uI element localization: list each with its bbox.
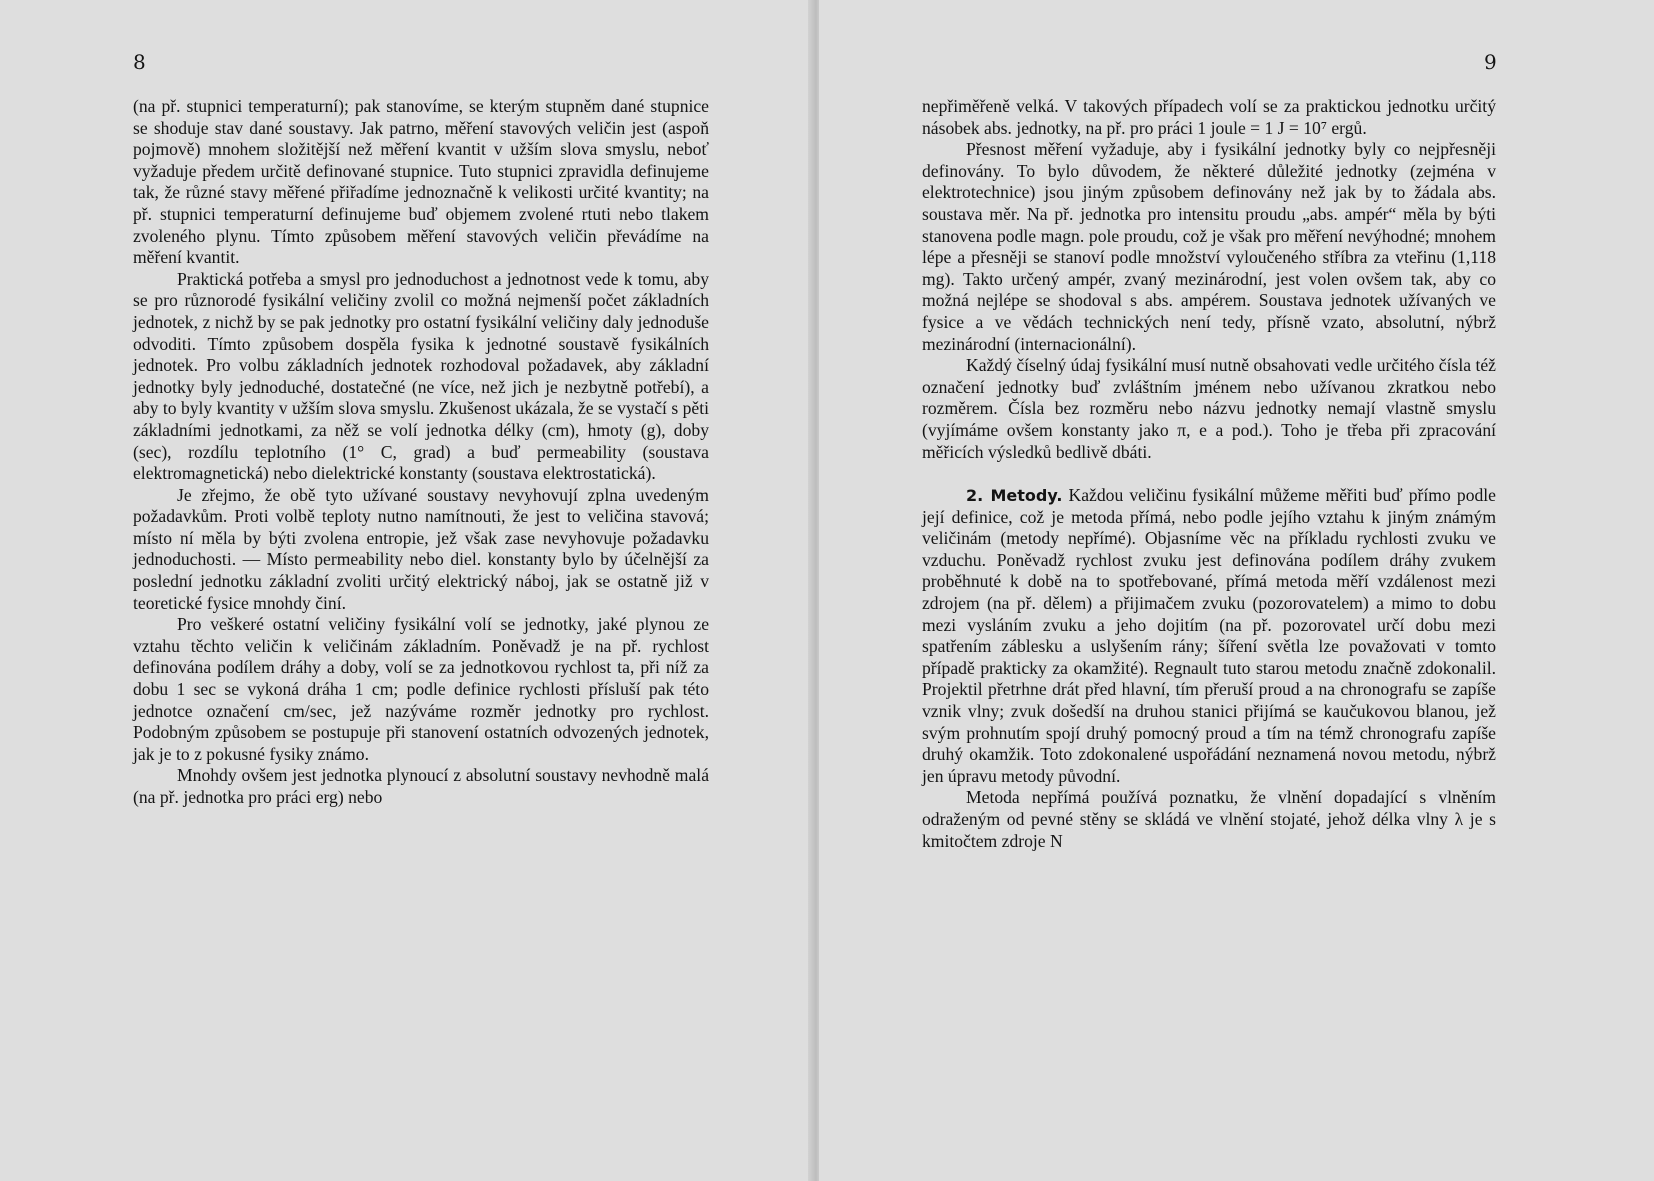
left-text-column — [133, 96, 709, 809]
right-page — [819, 0, 1654, 1181]
section-heading: 2. Metody. — [966, 486, 1063, 506]
page-number-left: 8 — [133, 50, 146, 74]
section-spacer — [922, 463, 1496, 485]
paragraph: Přesnost měření vyžaduje, aby i fysikální jednotky byly co nejpřesněji definovány. To bylo důvodem, že některé důležité jednotky (zejména v elektrotechnice) jsou jiným způsobem definovány než jak by to žádala abs. soustava měr. Na př. jednotka pro intensitu proudu „abs. ampér“ měla by býti stanovena podle magn. pole proudu, což je však pro měření nevýhodné; mnohem lépe a přesněji se stanoví podle množství vyloučeného stříbra za vteřinu (1,118 mg). Takto určený ampér, zvaný mezinárodní, jest volen ovšem tak, aby co možná nejlépe se shodoval s abs. ampérem. Soustava jednotek užívaných ve fysice a ve vědách technických není tedy, přísně vzato, absolutní, nýbrž mezinárodní (internacionální). — [922, 139, 1496, 354]
section-paragraph — [922, 485, 1496, 787]
paragraph: Mnohdy ovšem jest jednotka plynoucí z absolutní soustavy nevhodně malá (na př. jednotka pro práci erg) nebo — [133, 765, 709, 807]
paragraph: nepřiměřeně velká. V takových případech volí se za praktickou jednotku určitý násobek abs. jednotky, na př. pro práci 1 joule = 1 J = 10⁷ ergů. — [922, 96, 1496, 138]
left-page — [0, 0, 815, 1181]
paragraph: Každý číselný údaj fysikální musí nutně obsahovati vedle určitého čísla též označení jednotky buď zvláštním jménem nebo užívanou zkratkou nebo rozměrem. Čísla bez rozměru nebo názvu jednotky nemají vlastně smyslu (vyjímáme ovšem konstanty jako π, e a pod.). Toho je třeba při zpracování měřicích výsledků bedlivě dbáti. — [922, 355, 1496, 462]
paragraph: (na př. stupnici temperaturní); pak stanovíme, se kterým stupněm dané stupnice se shoduje stav dané soustavy. Jak patrno, měření stavových veličin jest (aspoň pojmově) mnohem složitější než měření kvantit v užším slova smyslu, neboť vyžaduje předem určitě definované stupnice. Tuto stupnici zpravidla definujeme tak, že různé stavy měřené přiřadíme jednoznačně k velikosti určité kvantity; na př. stupnici temperaturní definujeme buď objemem zvolené rtuti nebo tlakem zvoleného plynu. Tímto způsobem měření stavových veličin převádíme na měření kvantit. — [133, 96, 709, 268]
paragraph: Je zřejmo, že obě tyto užívané soustavy nevyhovují zplna uvedeným požadavkům. Proti volbě teploty nutno namítnouti, že jest to veličina stavová; místo ní měla by býti zvolena entropie, jež však zase nevyhovuje požadavku jednoduchosti. — Místo permeability nebo diel. konstanty bylo by účelnější za poslední jednotku základní zvoliti určitý elektrický náboj, jak se ostatně již v teoretické fysice mnohdy činí. — [133, 484, 709, 613]
paragraph: Praktická potřeba a smysl pro jednoduchost a jednotnost vede k tomu, aby se pro různorodé fysikální veličiny zvolil co možná nejmenší počet základních jednotek, z nichž by se pak jednotky pro ostatní fysikální veličiny daly jednoduše odvoditi. Tímto způsobem dospěla fysika k jednotné soustavě fysikálních jednotek. Pro volbu základních jednotek rozhodoval požadavek, aby základní jednotky byly jednoduché, dostatečné (ne více, než jich je nezbytně potřebí), a aby to byly kvantity v užším slova smyslu. Zkušenost ukázala, že se vystačí s pěti základními jednotkami, za něž se volí jednotka délky (cm), hmoty (g), doby (sec), rozdílu teplotního (1° C, grad) a buď permeability (soustava elektromagnetická) nebo dielektrické konstanty (soustava elektrostatická). — [133, 268, 709, 484]
section-body: Každou veličinu fysikální můžeme měřiti buď přímo podle její definice, což je metoda přímá, nebo podle jejího vztahu k jiným známým veličinám (metody nepřímé). Objasníme věc na příkladu rychlosti zvuku ve vzduchu. Poněvadž rychlost zvuku jest definována podílem dráhy zvukem proběhnuté k době na to spotřebované, přímá metoda měří vzdálenost mezi zdrojem (na př. dělem) a přijimačem zvuku (pozorovatelem) a mimo to dobu mezi vysláním zvuku a jeho dojitím (na př. pozorovatel určí dobu mezi spatřením záblesku a uslyšením rány; šíření světla lze považovati v tomto případě prakticky za okamžité). Regnault tuto starou metodu značně zdokonalil. Projektil přetrhne drát před hlavní, tím přeruší proud a na chronografu se zapíše vznik vlny; zvuk došedší na druhou stanici přijímá se kaučukovou blanou, jež svým prohnutím spojí druhý pomocný proud a tím na témž chronografu zapíše druhý okamžik. Toto zdokonalené uspořádání neznamená novou metodu, nýbrž jen úpravu metody původní. — [922, 485, 1496, 786]
paragraph: Metoda nepřímá používá poznatku, že vlnění dopadající s vlněním odraženým od pevné stěny se skládá ve vlnění stojaté, jehož délka vlny λ je s kmitočtem zdroje N — [922, 787, 1496, 851]
page-number-right: 9 — [1484, 50, 1497, 74]
right-text-column — [922, 96, 1496, 852]
paragraph: Pro veškeré ostatní veličiny fysikální volí se jednotky, jaké plynou ze vztahu těchto veličin k veličinám základním. Poněvadž je na př. rychlost definována podílem dráhy a doby, volí se za jednotkovou rychlost ta, při níž za dobu 1 sec se vykoná dráha 1 cm; podle definice rychlosti přísluší pak této jednotce označení cm/sec, jež nazýváme rozměr jednotky pro rychlost. Podobným způsobem se postupuje při stanovení ostatních odvozených jednotek, jak je to z pokusné fysiky známo. — [133, 614, 709, 764]
